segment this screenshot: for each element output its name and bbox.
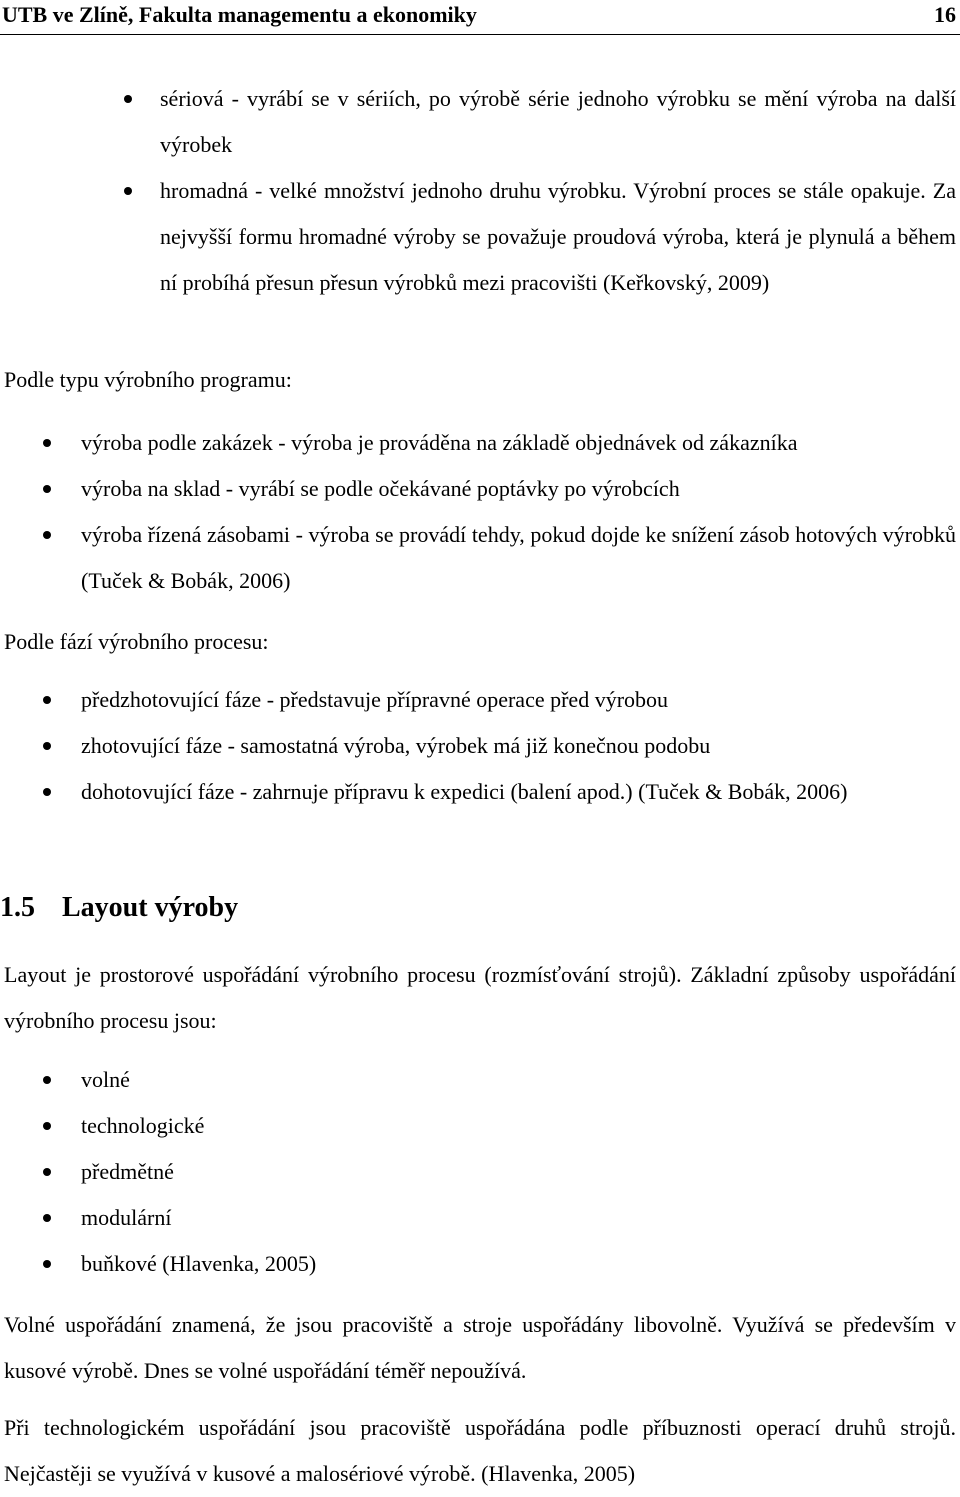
bullet-icon (43, 742, 51, 750)
list-item-text: zhotovující fáze - samostatná výroba, výrobek má již konečnou podobu (81, 733, 711, 758)
list-item (81, 1149, 956, 1195)
list-item (81, 1103, 956, 1149)
section-number: 1.5 (0, 892, 35, 923)
paragraph-program: Podle typu výrobního programu: (4, 367, 292, 392)
list-item-text: předzhotovující fáze - představuje přípravné operace před výrobou (81, 687, 669, 712)
list-item (81, 466, 956, 512)
bullet-icon (43, 531, 51, 539)
bullet-icon (43, 1260, 51, 1268)
list-program-type (81, 420, 956, 604)
list-item-text: sériová - vyrábí se v sériích, po výrobě série jednoho výrobku se mění výroba na další výrobek (160, 86, 956, 157)
list-item-text: hromadná - velké množství jednoho druhu výrobku. Výrobní proces se stále opakuje. Za nejvyšší formu hromadné výroby se považuje proudová výroba, která je plynulá a během ní probíhá přesun přesun výrobků mezi pracovišti (Keřkovský, 2009) (160, 178, 956, 295)
list-item-text: výroba na sklad - vyrábí se podle očekávané poptávky po výrobcích (81, 476, 680, 501)
page-header (0, 0, 960, 35)
list-item-text: technologické (81, 1113, 205, 1138)
bullet-icon (124, 187, 132, 195)
list-item (81, 769, 956, 815)
list-item (81, 512, 956, 604)
list-production-type (160, 76, 956, 306)
list-item (160, 168, 956, 306)
list-item (81, 1241, 956, 1287)
list-item-text: výroba řízená zásobami - výroba se provádí tehdy, pokud dojde ke snížení zásob hotových výrobků (Tuček & Bobák, 2006) (81, 522, 956, 593)
bullet-icon (43, 1122, 51, 1130)
section-title: Layout výroby (62, 892, 239, 923)
list-item (81, 1057, 956, 1103)
list-item-text: výroba podle zakázek - výroba je prováděna na základě objednávek od zákazníka (81, 430, 798, 455)
paragraph-tech-layout: Při technologickém uspořádání jsou pracoviště uspořádána podle příbuznosti operací druhů strojů. Nejčastěji se využívá v kusové a malosériové výrobě. (Hlavenka, 2005) (4, 1415, 956, 1486)
bullet-icon (43, 1076, 51, 1084)
list-item (81, 1195, 956, 1241)
header-school: UTB ve Zlíně, Fakulta managementu a ekonomiky (2, 2, 477, 27)
paragraph-free-layout: Volné uspořádání znamená, že jsou pracoviště a stroje uspořádány libovolně. Využívá se především v kusové výrobě. Dnes se volné uspořádání téměř nepoužívá. (4, 1312, 956, 1383)
section-heading (0, 892, 238, 924)
list-item-text: buňkové (Hlavenka, 2005) (81, 1251, 317, 1276)
list-item (160, 76, 956, 168)
bullet-icon (43, 439, 51, 447)
bullet-icon (43, 696, 51, 704)
list-item (81, 420, 956, 466)
list-item-text: modulární (81, 1205, 172, 1230)
list-layout-types (81, 1057, 956, 1287)
bullet-icon (43, 788, 51, 796)
list-item-text: dohotovující fáze - zahrnuje přípravu k expedici (balení apod.) (Tuček & Bobák, 2006) (81, 779, 848, 804)
list-item-text: předmětné (81, 1159, 174, 1184)
bullet-icon (124, 95, 132, 103)
paragraph-phases: Podle fází výrobního procesu: (4, 629, 269, 654)
list-phases (81, 677, 956, 815)
list-item (81, 723, 956, 769)
bullet-icon (43, 1168, 51, 1176)
header-page-number: 16 (934, 2, 956, 27)
bullet-icon (43, 485, 51, 493)
list-item (81, 677, 956, 723)
bullet-icon (43, 1214, 51, 1222)
list-item-text: volné (81, 1067, 130, 1092)
paragraph-layout: Layout je prostorové uspořádání výrobního procesu (rozmísťování strojů). Základní způsoby uspořádání výrobního procesu jsou: (4, 962, 956, 1033)
